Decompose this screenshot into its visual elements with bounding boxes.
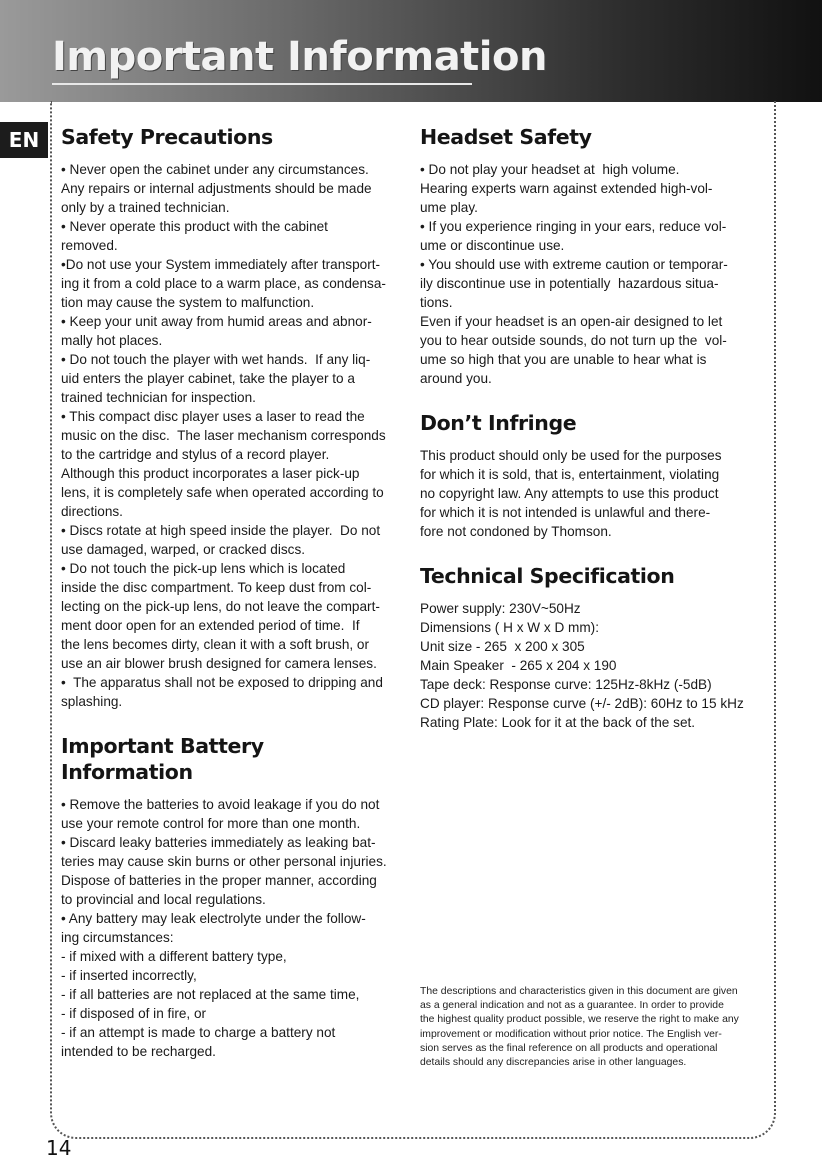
text-line: Main Speaker - 265 x 204 x 190 (420, 658, 617, 673)
text-line: for which it is sold, that is, entertainment, violating (420, 467, 720, 482)
text-line: lecting on the pick-up lens, do not leave the compart- (61, 599, 380, 614)
text-line: for which it is not intended is unlawful and there- (420, 505, 711, 520)
text-line: directions. (61, 504, 123, 519)
battery-body (61, 795, 401, 1061)
text-line: Tape deck: Response curve: 125Hz-8kHz (-5dB) (420, 677, 712, 692)
text-line: use an air blower brush designed for camera lenses. (61, 656, 377, 671)
text-line: details should any discrepancies arise in other languages. (420, 1057, 687, 1069)
text-line: mally hot places. (61, 333, 163, 348)
text-line: inside the disc compartment. To keep dust from col- (61, 580, 372, 595)
text-line: • Remove the batteries to avoid leakage if you do not (61, 797, 380, 812)
text-line: removed. (61, 238, 118, 253)
text-line: • Do not touch the player with wet hands. If any liq- (61, 352, 371, 367)
text-line: - if disposed of in fire, or (61, 1006, 207, 1021)
text-line: ume play. (420, 200, 478, 215)
text-line: improvement or modification without prior notice. The English ver- (420, 1028, 722, 1040)
text-line: to the cartridge and stylus of a record player. (61, 447, 330, 462)
text-line: • Never operate this product with the cabinet (61, 219, 328, 234)
text-line: ment door open for an extended period of time. If (61, 618, 360, 633)
tech-body (420, 599, 760, 732)
text-line: no copyright law. Any attempts to use this product (420, 486, 719, 501)
text-line: sion serves as the final reference on all products and operational (420, 1042, 718, 1054)
text-line: ume so high that you are unable to hear what is (420, 352, 707, 367)
text-line: Dimensions ( H x W x D mm): (420, 620, 599, 635)
page-header (0, 0, 822, 102)
right-column (420, 124, 760, 732)
text-line: • Discs rotate at high speed inside the player. Do not (61, 523, 381, 538)
text-line: splashing. (61, 694, 123, 709)
disclaimer (420, 985, 762, 1070)
text-line: use damaged, warped, or cracked discs. (61, 542, 306, 557)
text-line: uid enters the player cabinet, take the player to a (61, 371, 355, 386)
safety-heading: Safety Precautions (61, 125, 273, 149)
left-column (61, 124, 401, 1061)
text-line: use your remote control for more than one month. (61, 816, 361, 831)
text-line: • Discard leaky batteries immediately as leaking bat- (61, 835, 376, 850)
text-line: the highest quality product possible, we reserve the right to make any (420, 1014, 739, 1026)
page-number: 14 (46, 1136, 72, 1160)
text-line: around you. (420, 371, 492, 386)
text-line: • If you experience ringing in your ears, reduce vol- (420, 219, 727, 234)
text-line: • This compact disc player uses a laser to read the (61, 409, 365, 424)
text-line: tions. (420, 295, 453, 310)
text-line: •Do not use your System immediately after transport- (61, 257, 381, 272)
text-line: - if all batteries are not replaced at the same time, (61, 987, 360, 1002)
text-line: music on the disc. The laser mechanism corresponds (61, 428, 386, 443)
page-title: Important Information (52, 34, 547, 80)
text-line: • You should use with extreme caution or temporar- (420, 257, 728, 272)
text-line: • Do not play your headset at high volume. (420, 162, 680, 177)
text-line: fore not condoned by Thomson. (420, 524, 612, 539)
battery-heading: Important Battery Information (61, 734, 264, 784)
text-line: you to hear outside sounds, do not turn up the vol- (420, 333, 727, 348)
text-line: Any repairs or internal adjustments should be made (61, 181, 372, 196)
text-line: - if mixed with a different battery type, (61, 949, 287, 964)
text-line: teries may cause skin burns or other personal injuries. (61, 854, 387, 869)
text-line: Rating Plate: Look for it at the back of the set. (420, 715, 696, 730)
safety-body (61, 160, 401, 711)
tech-heading: Technical Specification (420, 564, 675, 588)
text-line: as a general indication and not as a guarantee. In order to provide (420, 1000, 724, 1012)
text-line: to provincial and local regulations. (61, 892, 266, 907)
text-line: the lens becomes dirty, clean it with a soft brush, or (61, 637, 370, 652)
text-line: Dispose of batteries in the proper manner, according (61, 873, 377, 888)
text-line: • Keep your unit away from humid areas and abnor- (61, 314, 372, 329)
text-line: ume or discontinue use. (420, 238, 565, 253)
text-line: ing it from a cold place to a warm place, as condensa- (61, 276, 386, 291)
text-line: Power supply: 230V~50Hz (420, 601, 581, 616)
infringe-heading: Don’t Infringe (420, 411, 577, 435)
text-line: Hearing experts warn against extended high-vol- (420, 181, 713, 196)
text-line: intended to be recharged. (61, 1044, 216, 1059)
text-line: tion may cause the system to malfunction. (61, 295, 315, 310)
text-line: only by a trained technician. (61, 200, 230, 215)
text-line: Unit size - 265 x 200 x 305 (420, 639, 585, 654)
text-line: • Any battery may leak electrolyte under the follow- (61, 911, 366, 926)
title-underline (52, 83, 472, 85)
text-line: • Never open the cabinet under any circumstances. (61, 162, 369, 177)
language-tab: EN (0, 122, 48, 158)
infringe-body (420, 446, 760, 541)
text-line: lens, it is completely safe when operated according to (61, 485, 384, 500)
headset-body (420, 160, 760, 388)
text-line: trained technician for inspection. (61, 390, 256, 405)
text-line: • Do not touch the pick-up lens which is located (61, 561, 346, 576)
text-line: ing circumstances: (61, 930, 174, 945)
headset-heading: Headset Safety (420, 125, 592, 149)
text-line: This product should only be used for the purposes (420, 448, 722, 463)
text-line: - if inserted incorrectly, (61, 968, 197, 983)
text-line: CD player: Response curve (+/- 2dB): 60Hz to 15 kHz (420, 696, 744, 711)
text-line: The descriptions and characteristics given in this document are given (420, 986, 738, 997)
text-line: ily discontinue use in potentially hazardous situa- (420, 276, 719, 291)
text-line: Even if your headset is an open-air designed to let (420, 314, 723, 329)
text-line: Although this product incorporates a laser pick-up (61, 466, 360, 481)
text-line: - if an attempt is made to charge a battery not (61, 1025, 336, 1040)
text-line: • The apparatus shall not be exposed to dripping and (61, 675, 383, 690)
